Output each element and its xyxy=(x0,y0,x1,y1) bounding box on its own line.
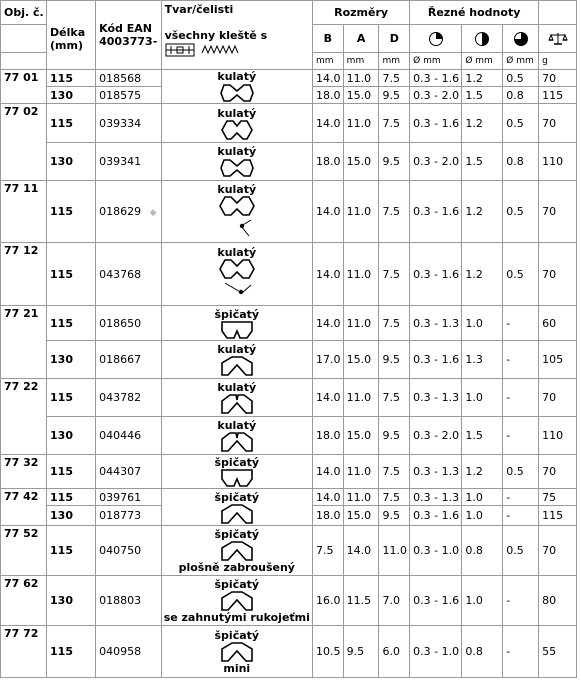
jaw-shape xyxy=(161,626,312,678)
shape-label: kulatý xyxy=(217,70,257,83)
weight: 70 xyxy=(539,181,577,243)
length: 115 xyxy=(47,526,96,576)
ean: 018568 xyxy=(96,70,161,87)
pointed-jaw-icon xyxy=(220,642,254,662)
balance-scale-icon xyxy=(539,25,577,53)
obj-number: 77 72 xyxy=(1,626,47,678)
dim-D: 11.0 xyxy=(379,526,410,576)
ean: 039761 xyxy=(96,489,161,506)
cut-hard: - xyxy=(503,576,539,626)
length: 130 xyxy=(47,506,96,526)
weight: 115 xyxy=(539,87,577,104)
jaw-shape xyxy=(161,243,312,306)
length: 130 xyxy=(47,341,96,379)
ean: 039334 xyxy=(96,104,161,143)
cut-soft: 0.3 - 2.0 xyxy=(410,87,462,104)
dim-A: 11.0 xyxy=(343,489,379,506)
cut-soft: 0.3 - 1.3 xyxy=(410,306,462,341)
dim-B: 14.0 xyxy=(312,455,343,489)
ean-value: 018629 xyxy=(99,205,142,218)
cut-medium: 1.0 xyxy=(462,379,503,417)
dim-D: 9.5 xyxy=(379,341,410,379)
cut-soft: 0.3 - 1.6 xyxy=(410,243,462,306)
jaw-shape xyxy=(161,455,312,489)
weight: 115 xyxy=(539,506,577,526)
header-delka: Délka (mm) xyxy=(47,1,96,70)
dim-A: 11.0 xyxy=(343,181,379,243)
jaw-profile-icon xyxy=(165,43,195,57)
obj-number: 77 02 xyxy=(1,104,47,181)
length: 115 xyxy=(47,104,96,143)
jaw-shape xyxy=(161,104,312,143)
jaw-shape xyxy=(161,341,312,379)
length: 115 xyxy=(47,626,96,678)
obj-number: 77 22 xyxy=(1,379,47,455)
pointed-jaw-icon xyxy=(220,321,254,339)
dim-A: 15.0 xyxy=(343,143,379,181)
dim-B: 7.5 xyxy=(312,526,343,576)
pointed-jaw-icon xyxy=(220,591,254,611)
weight: 80 xyxy=(539,576,577,626)
cut-hard: 0.5 xyxy=(503,455,539,489)
dim-D: 9.5 xyxy=(379,417,410,455)
cut-medium: 1.5 xyxy=(462,417,503,455)
cut-medium: 1.0 xyxy=(462,576,503,626)
length: 115 xyxy=(47,70,96,87)
dim-A: 11.0 xyxy=(343,306,379,341)
shape-label: kulatý xyxy=(217,106,257,120)
cut-hard: - xyxy=(503,626,539,678)
length: 130 xyxy=(47,143,96,181)
quarter-filled-circle-icon xyxy=(410,25,462,53)
jaw-shape xyxy=(161,143,312,181)
header-tvar xyxy=(161,1,312,70)
cut-medium: 1.5 xyxy=(462,87,503,104)
cut-soft: 0.3 - 1.6 xyxy=(410,341,462,379)
ean: 040446 xyxy=(96,417,161,455)
obj-number: 77 11 xyxy=(1,181,47,243)
dim-A: 15.0 xyxy=(343,341,379,379)
unit-weight: g xyxy=(539,53,577,70)
ean xyxy=(96,181,161,243)
header-B: B xyxy=(312,25,343,53)
dim-B: 18.0 xyxy=(312,506,343,526)
cut-soft: 0.3 - 2.0 xyxy=(410,143,462,181)
shape-label: špičatý xyxy=(214,490,260,504)
jaw-shape xyxy=(161,70,312,104)
jaw-shape xyxy=(161,306,312,341)
weight: 60 xyxy=(539,306,577,341)
ean: 044307 xyxy=(96,455,161,489)
jaw-shape xyxy=(161,417,312,455)
dim-D: 9.5 xyxy=(379,506,410,526)
length: 115 xyxy=(47,306,96,341)
length: 130 xyxy=(47,417,96,455)
dim-A: 11.0 xyxy=(343,104,379,143)
shape-label: kulatý xyxy=(217,381,257,394)
cut-medium: 1.2 xyxy=(462,455,503,489)
cut-hard: - xyxy=(503,379,539,417)
length: 115 xyxy=(47,243,96,306)
cut-soft: 0.3 - 1.0 xyxy=(410,626,462,678)
obj-number: 77 32 xyxy=(1,455,47,489)
dim-A: 15.0 xyxy=(343,87,379,104)
cut-soft: 0.3 - 1.6 xyxy=(410,104,462,143)
cut-hard: 0.5 xyxy=(503,526,539,576)
ean: 018803 xyxy=(96,576,161,626)
cut-medium: 1.2 xyxy=(462,70,503,87)
round-jaw-open-icon xyxy=(220,432,254,452)
shape-label: kulatý xyxy=(217,145,257,158)
ean: 018773 xyxy=(96,506,161,526)
unit-cut1: Ø mm xyxy=(410,53,462,70)
round-jaw-with-spring-icon xyxy=(217,259,257,303)
header-vsechny-label: všechny kleště s xyxy=(164,29,268,42)
cut-hard: - xyxy=(503,306,539,341)
dim-D: 9.5 xyxy=(379,87,410,104)
ean: 018650 xyxy=(96,306,161,341)
shape-sublabel: se zahnutými rukojeťmi xyxy=(163,610,310,624)
dim-B: 18.0 xyxy=(312,417,343,455)
weight: 70 xyxy=(539,104,577,143)
pointed-jaw-icon xyxy=(220,504,254,524)
jaw-shape xyxy=(161,526,312,576)
shape-sublabel: plošně zabroušený xyxy=(178,560,295,574)
ean: 039341 xyxy=(96,143,161,181)
cut-hard: 0.5 xyxy=(503,181,539,243)
length: 115 xyxy=(47,379,96,417)
dim-D: 7.5 xyxy=(379,104,410,143)
ean: 040750 xyxy=(96,526,161,576)
header-obj: Obj. č. xyxy=(1,1,47,25)
header-tvar-label: Tvar/čelisti xyxy=(164,3,234,16)
dim-B: 14.0 xyxy=(312,104,343,143)
dim-B: 14.0 xyxy=(312,306,343,341)
dim-A: 11.0 xyxy=(343,455,379,489)
jaw-shape xyxy=(161,576,312,626)
shape-label: špičatý xyxy=(214,527,260,541)
cut-medium: 1.0 xyxy=(462,306,503,341)
obj-number: 77 62 xyxy=(1,576,47,626)
shape-label: kulatý xyxy=(217,245,257,259)
shape-label: kulatý xyxy=(217,419,257,432)
cut-hard: 0.5 xyxy=(503,243,539,306)
weight: 110 xyxy=(539,417,577,455)
dim-D: 7.5 xyxy=(379,306,410,341)
unit-cut3: Ø mm xyxy=(503,53,539,70)
dim-B: 14.0 xyxy=(312,70,343,87)
shape-sublabel: mini xyxy=(223,661,251,675)
ean: 018667 xyxy=(96,341,161,379)
cut-soft: 0.3 - 1.6 xyxy=(410,181,462,243)
three-quarter-filled-circle-icon xyxy=(503,25,539,53)
dim-B: 14.0 xyxy=(312,379,343,417)
length: 130 xyxy=(47,576,96,626)
round-jaw-open-icon xyxy=(220,394,254,414)
obj-number: 77 12 xyxy=(1,243,47,306)
header-obj-blank2 xyxy=(1,53,47,70)
cut-medium: 1.2 xyxy=(462,104,503,143)
cut-hard: 0.5 xyxy=(503,104,539,143)
unit-D: mm xyxy=(379,53,410,70)
header-obj-blank xyxy=(1,25,47,53)
cut-soft: 0.3 - 1.6 xyxy=(410,506,462,526)
ean: 043768 xyxy=(96,243,161,306)
dim-B: 18.0 xyxy=(312,143,343,181)
weight: 110 xyxy=(539,143,577,181)
header-blank xyxy=(539,1,577,25)
grey-diamond-icon: ◆ xyxy=(149,207,157,218)
cut-hard: - xyxy=(503,506,539,526)
weight: 70 xyxy=(539,455,577,489)
dim-B: 18.0 xyxy=(312,87,343,104)
cut-hard: - xyxy=(503,341,539,379)
dim-B: 14.0 xyxy=(312,489,343,506)
cut-medium: 1.2 xyxy=(462,181,503,243)
weight: 70 xyxy=(539,379,577,417)
weight: 75 xyxy=(539,489,577,506)
obj-number: 77 52 xyxy=(1,526,47,576)
pointed-jaw-icon xyxy=(220,469,254,487)
dim-B: 14.0 xyxy=(312,181,343,243)
cut-hard: 0.5 xyxy=(503,70,539,87)
dim-D: 7.5 xyxy=(379,70,410,87)
round-jaw-icon xyxy=(220,83,254,103)
cut-soft: 0.3 - 1.6 xyxy=(410,576,462,626)
dim-B: 14.0 xyxy=(312,243,343,306)
dim-A: 14.0 xyxy=(343,526,379,576)
cut-medium: 1.0 xyxy=(462,506,503,526)
dim-A: 11.0 xyxy=(343,243,379,306)
header-rezne: Řezné hodnoty xyxy=(410,1,539,25)
length: 115 xyxy=(47,489,96,506)
dim-D: 7.5 xyxy=(379,181,410,243)
length: 115 xyxy=(47,455,96,489)
cut-soft: 0.3 - 1.3 xyxy=(410,379,462,417)
spring-icon xyxy=(200,43,240,57)
jaw-shape xyxy=(161,489,312,526)
unit-cut2: Ø mm xyxy=(462,53,503,70)
weight: 55 xyxy=(539,626,577,678)
ean: 018575 xyxy=(96,87,161,104)
cut-soft: 0.3 - 1.3 xyxy=(410,489,462,506)
dim-D: 7.5 xyxy=(379,379,410,417)
cut-soft: 0.3 - 2.0 xyxy=(410,417,462,455)
obj-number: 77 01 xyxy=(1,70,47,104)
cut-soft: 0.3 - 1.3 xyxy=(410,455,462,489)
round-jaw-with-spring-icon xyxy=(217,196,257,240)
cut-medium: 0.8 xyxy=(462,526,503,576)
length: 130 xyxy=(47,87,96,104)
shape-label: špičatý xyxy=(214,577,260,591)
pointed-jaw-icon xyxy=(220,541,254,561)
dim-A: 11.0 xyxy=(343,70,379,87)
obj-number: 77 42 xyxy=(1,489,47,526)
cut-soft: 0.3 - 1.0 xyxy=(410,526,462,576)
dim-B: 17.0 xyxy=(312,341,343,379)
header-A: A xyxy=(343,25,379,53)
ean: 040958 xyxy=(96,626,161,678)
cut-medium: 1.0 xyxy=(462,489,503,506)
jaw-shape xyxy=(161,379,312,417)
cut-medium: 1.5 xyxy=(462,143,503,181)
cut-medium: 1.2 xyxy=(462,243,503,306)
length: 115 xyxy=(47,181,96,243)
shape-label: špičatý xyxy=(214,456,260,469)
shape-label: kulatý xyxy=(217,343,257,356)
weight: 70 xyxy=(539,526,577,576)
ean: 043782 xyxy=(96,379,161,417)
weight: 70 xyxy=(539,243,577,306)
cut-hard: 0.8 xyxy=(503,143,539,181)
jaw-shape xyxy=(161,181,312,243)
dim-D: 9.5 xyxy=(379,143,410,181)
dim-B: 16.0 xyxy=(312,576,343,626)
unit-A: mm xyxy=(343,53,379,70)
dim-D: 7.5 xyxy=(379,243,410,306)
shape-label: špičatý xyxy=(214,628,260,642)
dim-A: 11.5 xyxy=(343,576,379,626)
round-jaw-icon xyxy=(220,158,254,178)
dim-D: 7.0 xyxy=(379,576,410,626)
half-filled-circle-icon xyxy=(462,25,503,53)
dim-B: 10.5 xyxy=(312,626,343,678)
cut-medium: 0.8 xyxy=(462,626,503,678)
cut-soft: 0.3 - 1.6 xyxy=(410,70,462,87)
dim-A: 15.0 xyxy=(343,417,379,455)
header-D: D xyxy=(379,25,410,53)
cut-hard: 0.8 xyxy=(503,87,539,104)
pointed-jaw-icon xyxy=(220,356,254,376)
header-ean: Kód EAN 4003773- xyxy=(96,1,161,70)
cut-hard: - xyxy=(503,489,539,506)
weight: 105 xyxy=(539,341,577,379)
shape-label: špičatý xyxy=(214,307,260,321)
dim-A: 9.5 xyxy=(343,626,379,678)
obj-number: 77 21 xyxy=(1,306,47,379)
cut-hard: - xyxy=(503,417,539,455)
dim-A: 11.0 xyxy=(343,379,379,417)
dim-D: 6.0 xyxy=(379,626,410,678)
round-jaw-angled-icon xyxy=(221,120,253,140)
dim-D: 7.5 xyxy=(379,455,410,489)
dim-D: 7.5 xyxy=(379,489,410,506)
shape-label: kulatý xyxy=(217,183,257,196)
dim-A: 15.0 xyxy=(343,506,379,526)
unit-B: mm xyxy=(312,53,343,70)
header-rozmery: Rozměry xyxy=(312,1,409,25)
weight: 70 xyxy=(539,70,577,87)
cut-medium: 1.3 xyxy=(462,341,503,379)
